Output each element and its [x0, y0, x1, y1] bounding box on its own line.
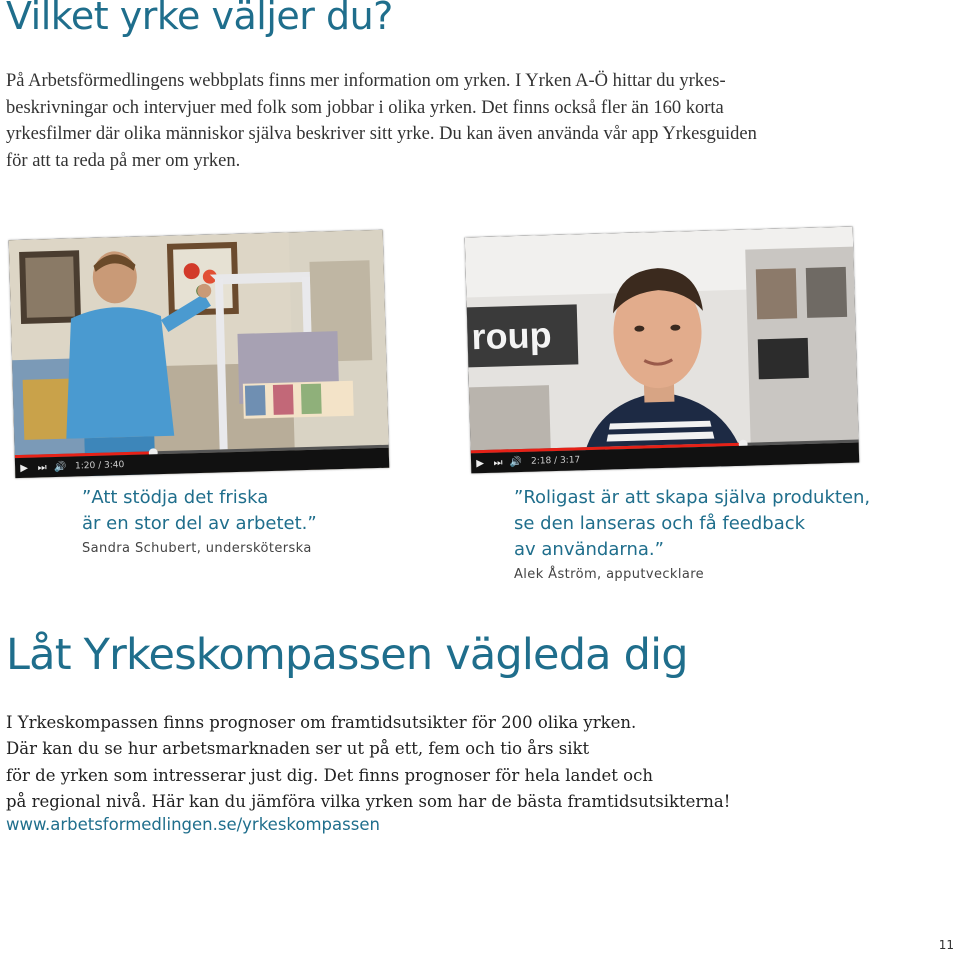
- play-icon[interactable]: ▶: [20, 462, 29, 474]
- video-frame-developer: [465, 227, 859, 474]
- next-icon[interactable]: ⏭: [493, 456, 503, 469]
- intro-paragraph: [6, 68, 866, 174]
- quote-line: av användarna.”: [514, 539, 664, 560]
- quote-developer: [514, 485, 914, 563]
- section-line: I Yrkeskompassen finns prognoser om framtidsutsikter för 200 olika yrken.: [6, 713, 637, 732]
- video-frame-nurse: [9, 230, 389, 478]
- quote-line: se den lanseras och få feedback: [514, 513, 806, 534]
- video-thumbnail-nurse[interactable]: [9, 230, 389, 478]
- section-line: Där kan du se hur arbetsmarknaden ser ut på ett, fem och tio års sikt: [6, 739, 590, 759]
- video-timecode: 1:20 / 3:40: [74, 460, 125, 472]
- quote-line: är en stor del av arbetet.”: [82, 513, 317, 534]
- quote-line: ”Roligast är att skapa själva produkten,: [514, 487, 871, 508]
- video-timecode: 2:18 / 3:17: [530, 455, 581, 467]
- yrkeskompassen-link[interactable]: www.arbetsformedlingen.se/yrkeskompassen: [6, 815, 380, 834]
- page-heading: Vilket yrke väljer du?: [6, 0, 393, 38]
- section-line: på regional nivå. Här kan du jämföra vilka yrken som har de bästa framtidsutsikterna!: [6, 791, 731, 811]
- quote-line: ”Att stödja det friska: [82, 487, 269, 508]
- intro-line: yrkesfilmer där olika människor själva beskriver sitt yrke. Du kan även använda vår app Yrkesguiden: [6, 124, 757, 144]
- caption-nurse: Sandra Schubert, undersköterska: [82, 541, 312, 556]
- section-line: för de yrken som intresserar just dig. Det finns prognoser för hela landet och: [6, 765, 653, 785]
- page-number: 11: [938, 938, 954, 952]
- intro-line: beskrivningar och intervjuer med folk som jobbar i olika yrken. Det finns också fler än 160 korta: [6, 97, 724, 118]
- volume-icon[interactable]: 🔊: [509, 456, 523, 468]
- intro-line: På Arbetsförmedlingens webbplats finns mer information om yrken. I Yrken A-Ö hittar du yrkes-: [6, 71, 726, 91]
- play-icon[interactable]: ▶: [476, 457, 485, 469]
- section-heading: Låt Yrkeskompassen vägleda dig: [6, 630, 688, 680]
- quote-nurse: [82, 485, 382, 537]
- video-thumbnail-developer[interactable]: [465, 227, 859, 474]
- next-icon[interactable]: ⏭: [37, 461, 47, 474]
- volume-icon[interactable]: 🔊: [53, 461, 67, 473]
- svg-text:roup: roup: [470, 314, 553, 358]
- intro-line: för att ta reda på mer om yrken.: [6, 150, 241, 171]
- caption-developer: Alek Åström, apputvecklare: [514, 567, 705, 582]
- section-paragraph: [6, 710, 906, 815]
